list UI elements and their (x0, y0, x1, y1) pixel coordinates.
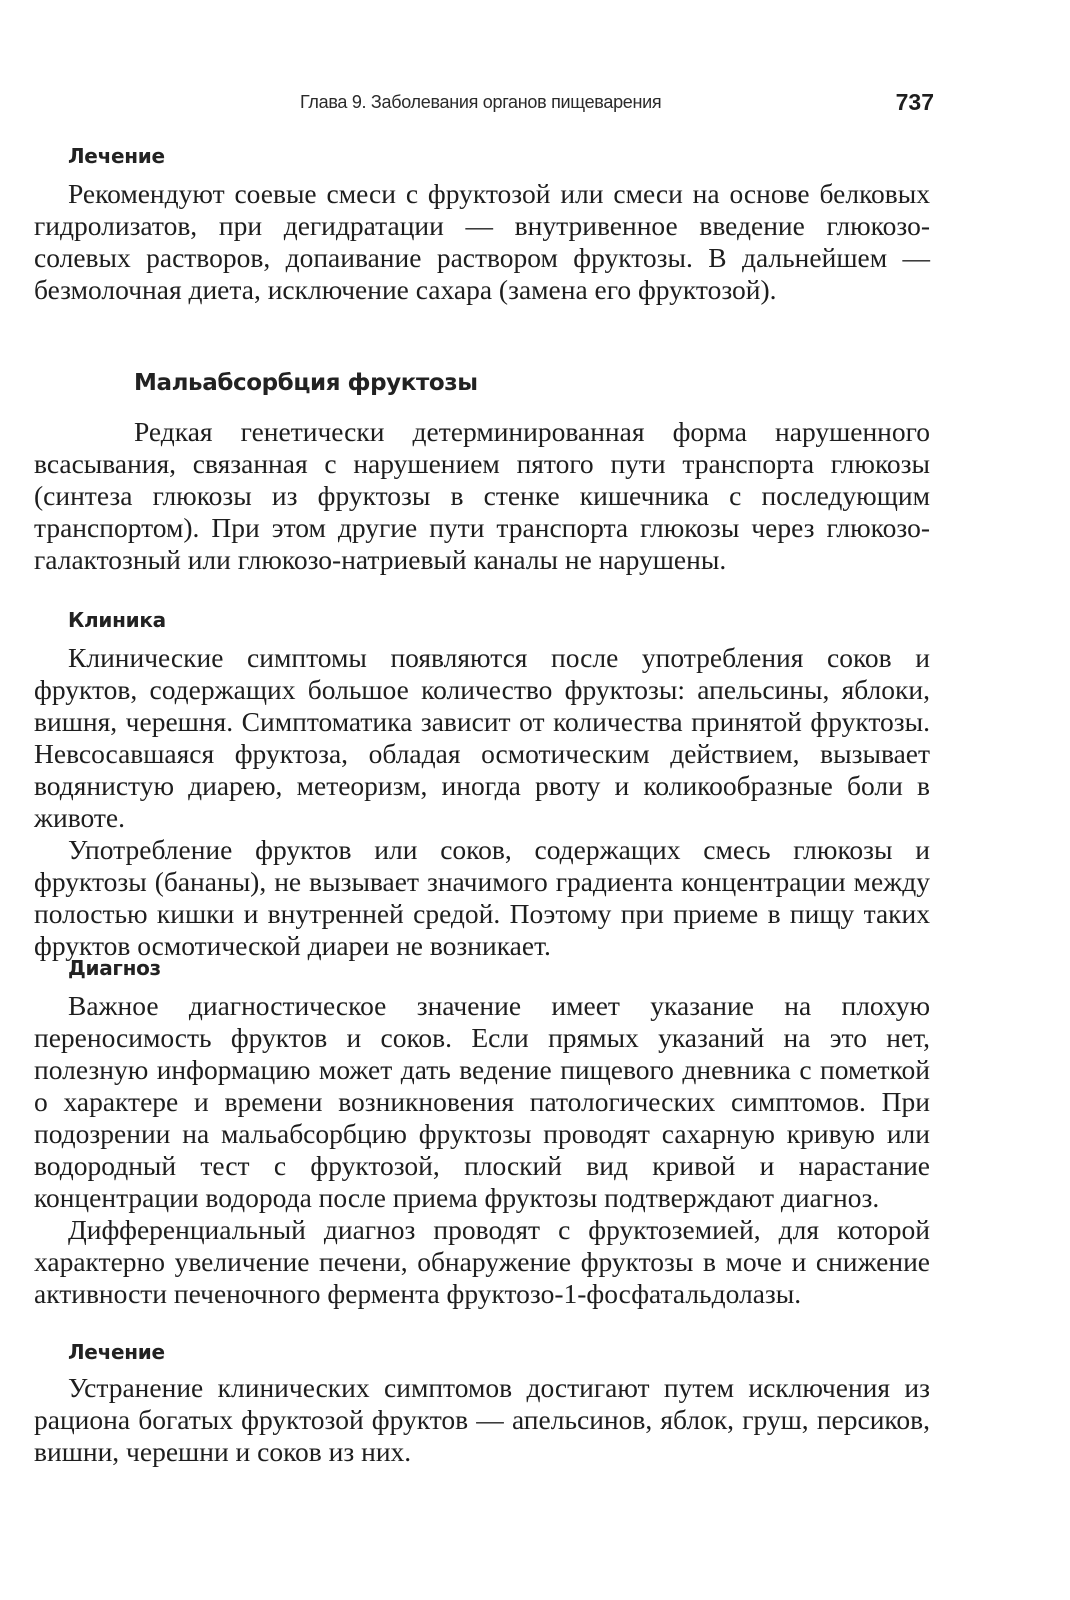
clinic-heading-block (34, 608, 930, 632)
treatment-heading-2: Лечение (68, 1340, 165, 1364)
malabsorption-heading-block (34, 370, 930, 396)
treatment-heading: Лечение (68, 144, 165, 168)
clinic-paragraph-1: Клинические симптомы появляются после употребления соков и фруктов, содержащих большое количество фруктозы: апельсины, яблоки, вишня, черешня. Симптоматика зависит от количества принятой фруктозы. Невсосавшаяся фруктоза, обладая осмотическим действием, вызывает водянистую диарею, метеоризм, иногда рвоту и коликообразные боли в животе. (34, 642, 930, 833)
treatment-heading-block (34, 144, 930, 168)
treatment-paragraph: Рекомендуют соевые смеси с фруктозой или смеси на основе белковых гидролизатов, при дегидратации — внутривенное введение глюкозо-солевых растворов, допаивание раствором фруктозы. В дальнейшем — безмолочная диета, исключение сахара (замена его фруктозой). (34, 178, 930, 305)
diagnosis-paragraph-1: Важное диагностическое значение имеет указание на плохую переносимость фруктов и соков. Если прямых указаний на это нет, полезную информацию может дать ведение пищевого дневника с пометкой о характере и времени возникновения патологических симптомов. При подозрении на мальабсорбцию фруктозы проводят сахарную кривую или водородный тест с фруктозой, плоский вид кривой и нарастание концентрации водорода после приема фруктозы подтверждают диагноз. (34, 990, 930, 1213)
malabsorption-paragraph: Редкая генетически детерминированная форма нарушенного всасывания, связанная с нарушением пятого пути транспорта глюкозы (синтеза глюкозы из фруктозы в стенке кишечника с последующим транспортом). При этом другие пути транспорта глюкозы через глюкозо-галактозный или глюкозо-натриевый каналы не нарушены. (34, 416, 930, 575)
clinic-heading: Клиника (68, 608, 166, 632)
diagnosis-paragraph-2: Дифференциальный диагноз проводят с фруктоземией, для которой характерно увеличение печени, обнаружение фруктозы в моче и снижение активности печеночного фермента фруктозо-1-фосфатальдолазы. (34, 1214, 930, 1309)
diagnosis-heading: Диагноз (68, 956, 161, 980)
diagnosis-text-block (34, 990, 930, 1310)
diagnosis-heading-block (34, 956, 930, 980)
malabsorption-heading: Мальабсорбция фруктозы (134, 370, 478, 396)
malabsorption-text-block (34, 416, 930, 576)
clinic-paragraph-2: Употребление фруктов или соков, содержащих смесь глюкозы и фруктозы (бананы), не вызывает значимого градиента концентрации между полостью кишки и внутренней средой. Поэтому при приеме в пищу таких фруктов осмотической диареи не возникает. (34, 834, 930, 961)
treatment-heading-block-2 (34, 1340, 930, 1364)
treatment-paragraph-2: Устранение клинических симптомов достигают путем исключения из рациона богатых фруктозой фруктов — апельсинов, яблок, груш, персиков, вишни, черешни и соков из них. (34, 1372, 930, 1467)
page-number: 737 (895, 89, 934, 115)
clinic-text-block (34, 642, 930, 962)
treatment-text-block (34, 178, 930, 306)
running-head: Глава 9. Заболевания органов пищеварения (300, 92, 662, 112)
treatment-text-block-2 (34, 1372, 930, 1468)
